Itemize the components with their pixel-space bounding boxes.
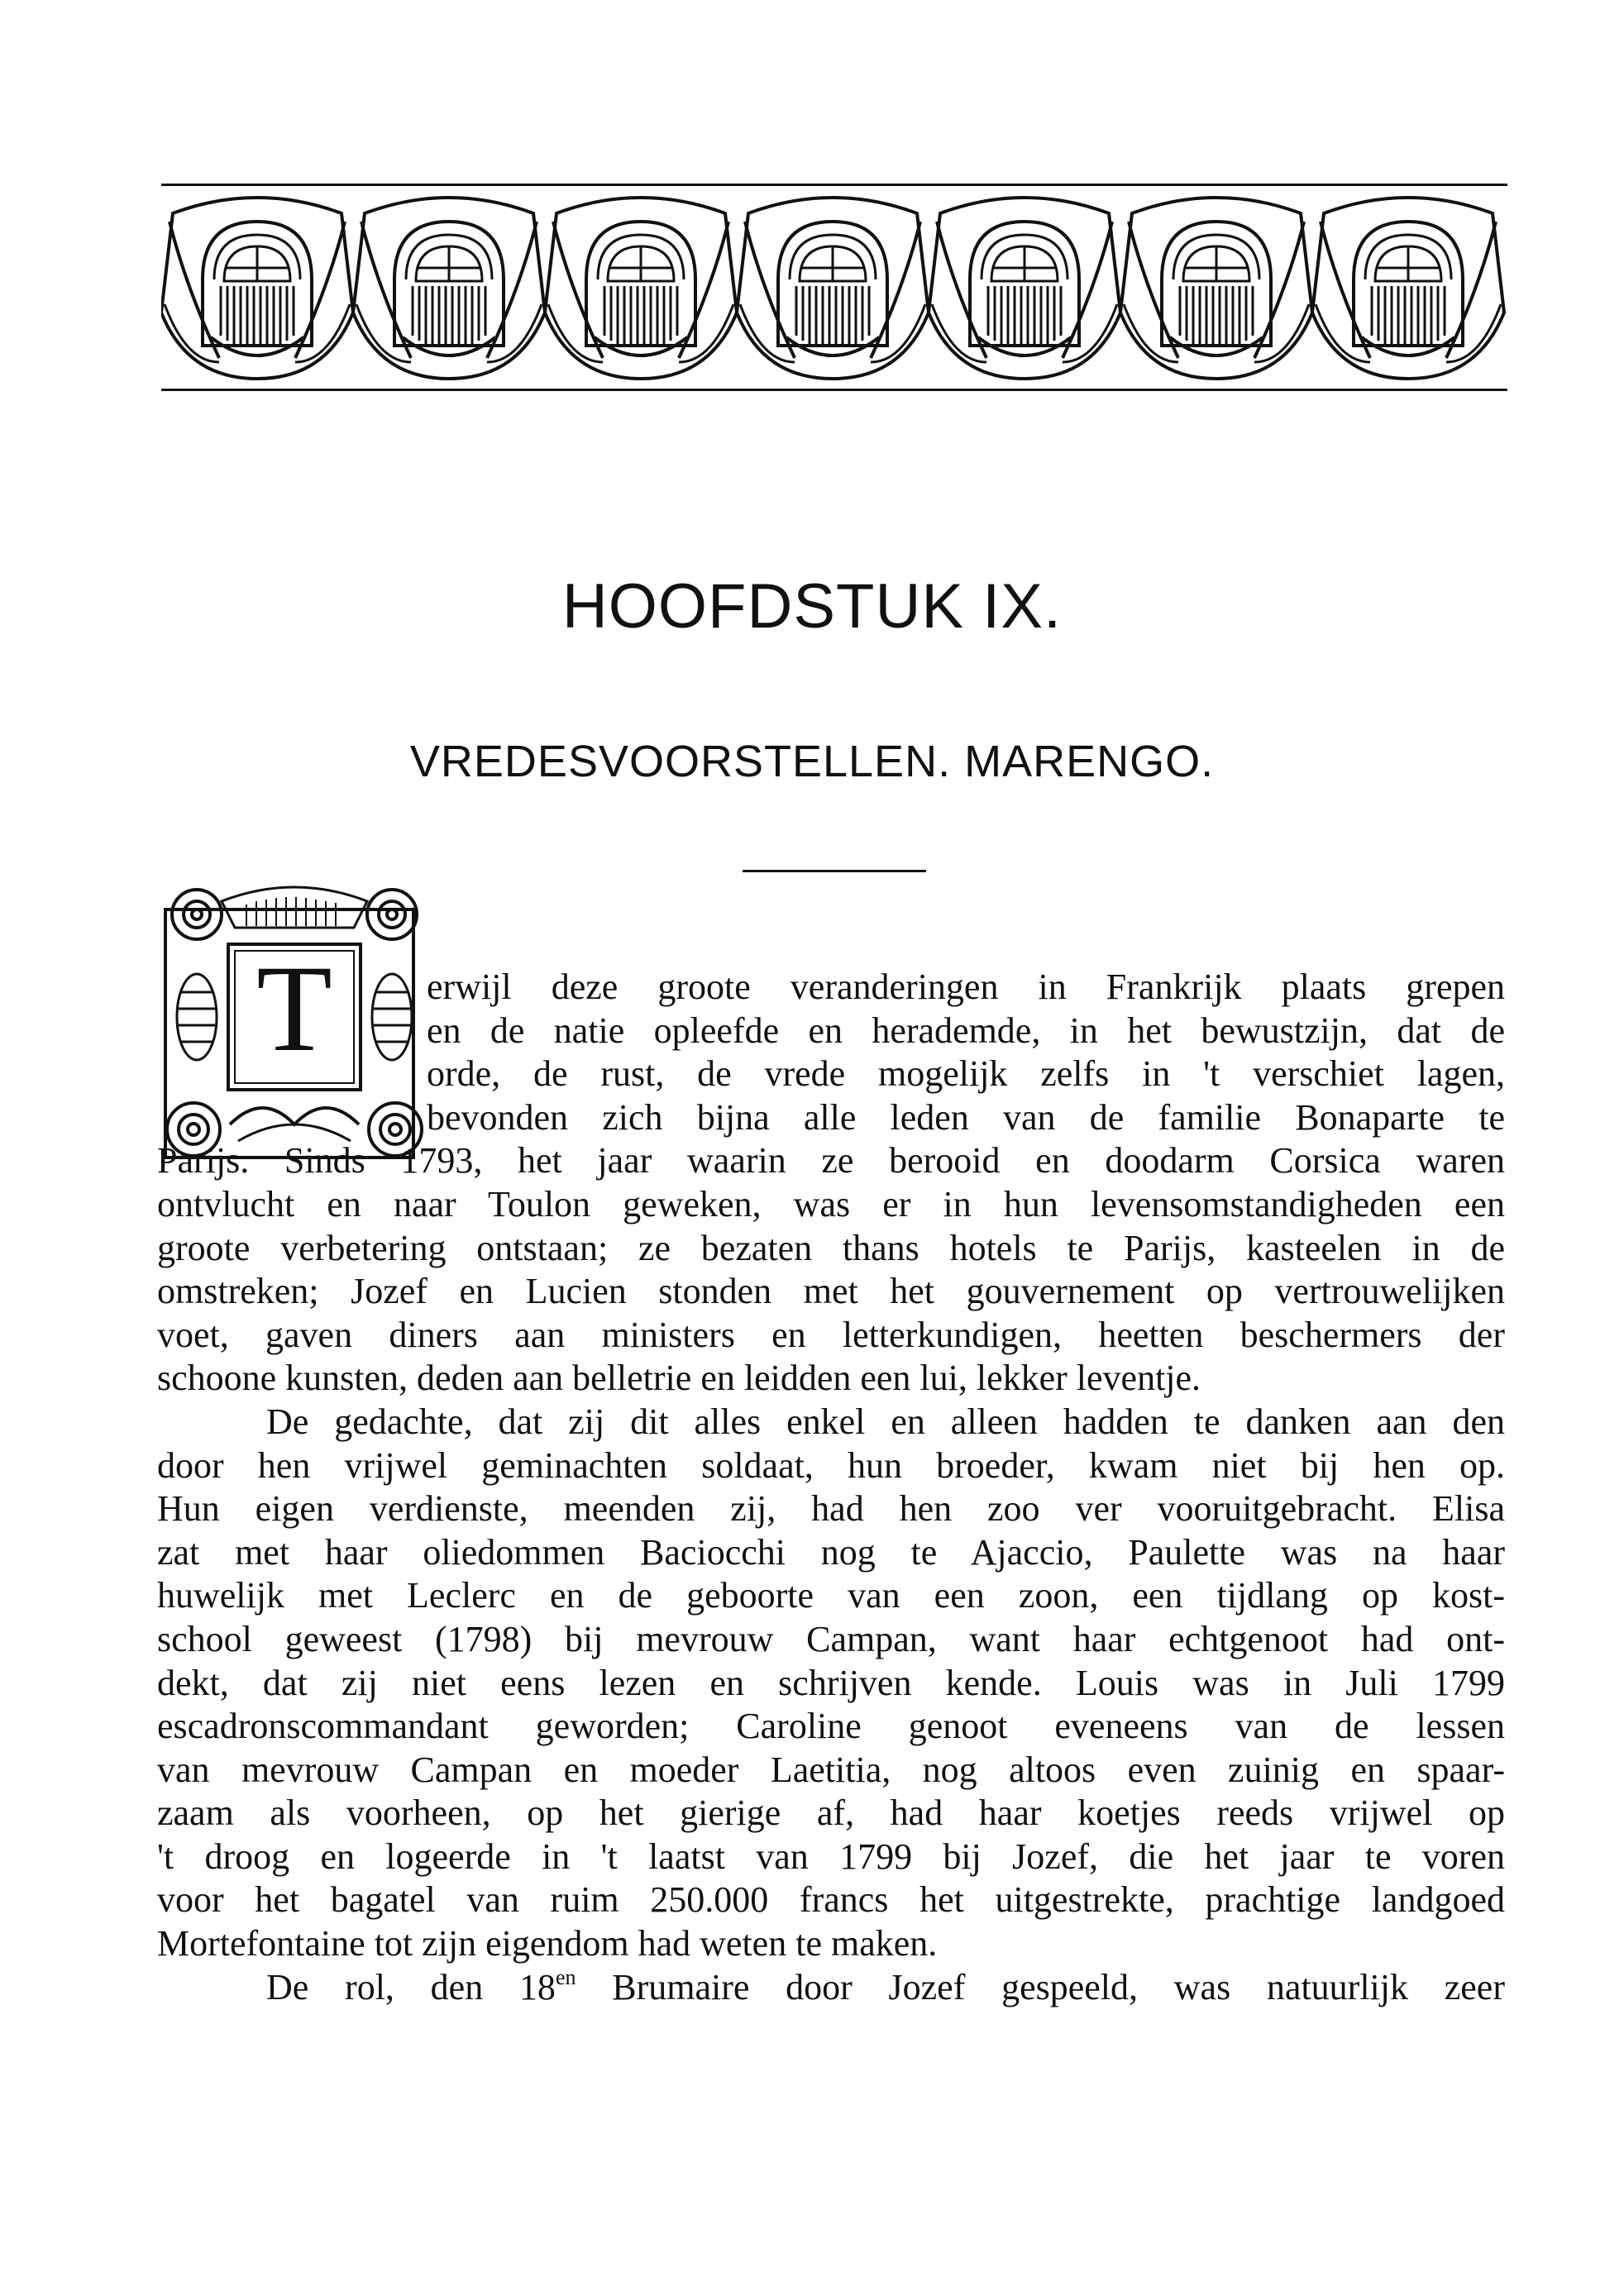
text-line: Hun eigen verdienste, meenden zij, had hen zoo ver vooruitgebracht. Elisa [157,1488,1505,1530]
header-rule-bottom [161,389,1507,391]
text-line: Mortefontaine tot zijn eigendom had weten te maken. [157,1923,938,1964]
text-line: erwijl deze groote veranderingen in Frankrijk plaats grepen [427,967,1505,1007]
text-line: ontvlucht en naar Toulon geweken, was er in hun levensomstandigheden een [157,1183,1505,1224]
text-line: 't droog en logeerde in 't laatst van 1799 bij Jozef, die het jaar te voren [157,1835,1505,1877]
text-line: voor het bagatel van ruim 250.000 francs het uitgestrekte, prachtige landgoed [157,1879,1505,1921]
body-text [157,966,1505,2009]
text-line: bevonden zich bijna alle leden van de familie Bonaparte te [427,1096,1505,1138]
chapter-title: HOOFDSTUK IX. [561,571,1063,642]
text-line: zat met haar oliedommen Baciocchi nog te Ajaccio, Paulette was na haar [157,1531,1505,1573]
art-nouveau-frieze-icon [161,189,1507,384]
section-divider [743,870,926,872]
text-line: voet, gaven diners aan ministers en letterkundigen, heetten beschermers der [157,1314,1505,1355]
paragraph-3 [157,1966,1505,2010]
header-ornament-band [161,189,1507,384]
text-line: De gedachte, dat zij dit alles enkel en alleen hadden te danken aan den [266,1401,1505,1442]
drop-cap-letter: T [256,940,332,1077]
text-line: escadronscommandant geworden; Caroline genoot eveneens van de lessen [157,1706,1505,1747]
text-line: dekt, dat zij niet eens lezen en schrijven kende. Louis was in Juli 1799 [157,1662,1505,1703]
text-line: schoone kunsten, deden aan belletrie en leidden een lui, lekker leventje. [157,1358,1201,1399]
header-rule-top [161,184,1507,186]
chapter-subtitle: VREDESVOORSTELLEN. MARENGO. [409,737,1215,786]
paragraph-1 [157,966,1505,1401]
text-segment: De rol, den 18 [266,1966,556,2007]
text-line: groote verbetering ontstaan; ze bezaten thans hotels te Parijs, kasteelen in de [157,1227,1505,1268]
text-line: door hen vrijwel geminachten soldaat, hun broeder, kwam niet bij hen op. [157,1444,1505,1486]
text-line: huwelijk met Leclerc en de geboorte van een zoon, een tijdlang op kost- [157,1575,1505,1616]
text-line: orde, de rust, de vrede mogelijk zelfs in 't verschiet lagen, [427,1053,1505,1095]
paragraph-2 [157,1401,1505,1966]
text-line: en de natie opleefde en herademde, in het bewustzijn, dat de [427,1010,1505,1051]
ordinal-suffix: en [555,1964,576,1989]
text-line: van mevrouw Campan en moeder Laetitia, nog altoos even zuinig en spaar- [157,1749,1505,1790]
text-line: Parijs. Sinds 1793, het jaar waarin ze berooid en doodarm Corsica waren [157,1140,1505,1181]
text-line: omstreken; Jozef en Lucien stonden met het gouvernement op vertrouwelijken [157,1271,1505,1312]
text-line [157,1966,1505,2010]
text-line: zaam als voorheen, op het gierige af, had haar koetjes reeds vrijwel op [157,1792,1505,1834]
text-line: school geweest (1798) bij mevrouw Campan, want haar echtgenoot had ont- [157,1618,1505,1659]
text-segment: Brumaire door Jozef gespeeld, was natuurlijk zeer [576,1966,1505,2007]
